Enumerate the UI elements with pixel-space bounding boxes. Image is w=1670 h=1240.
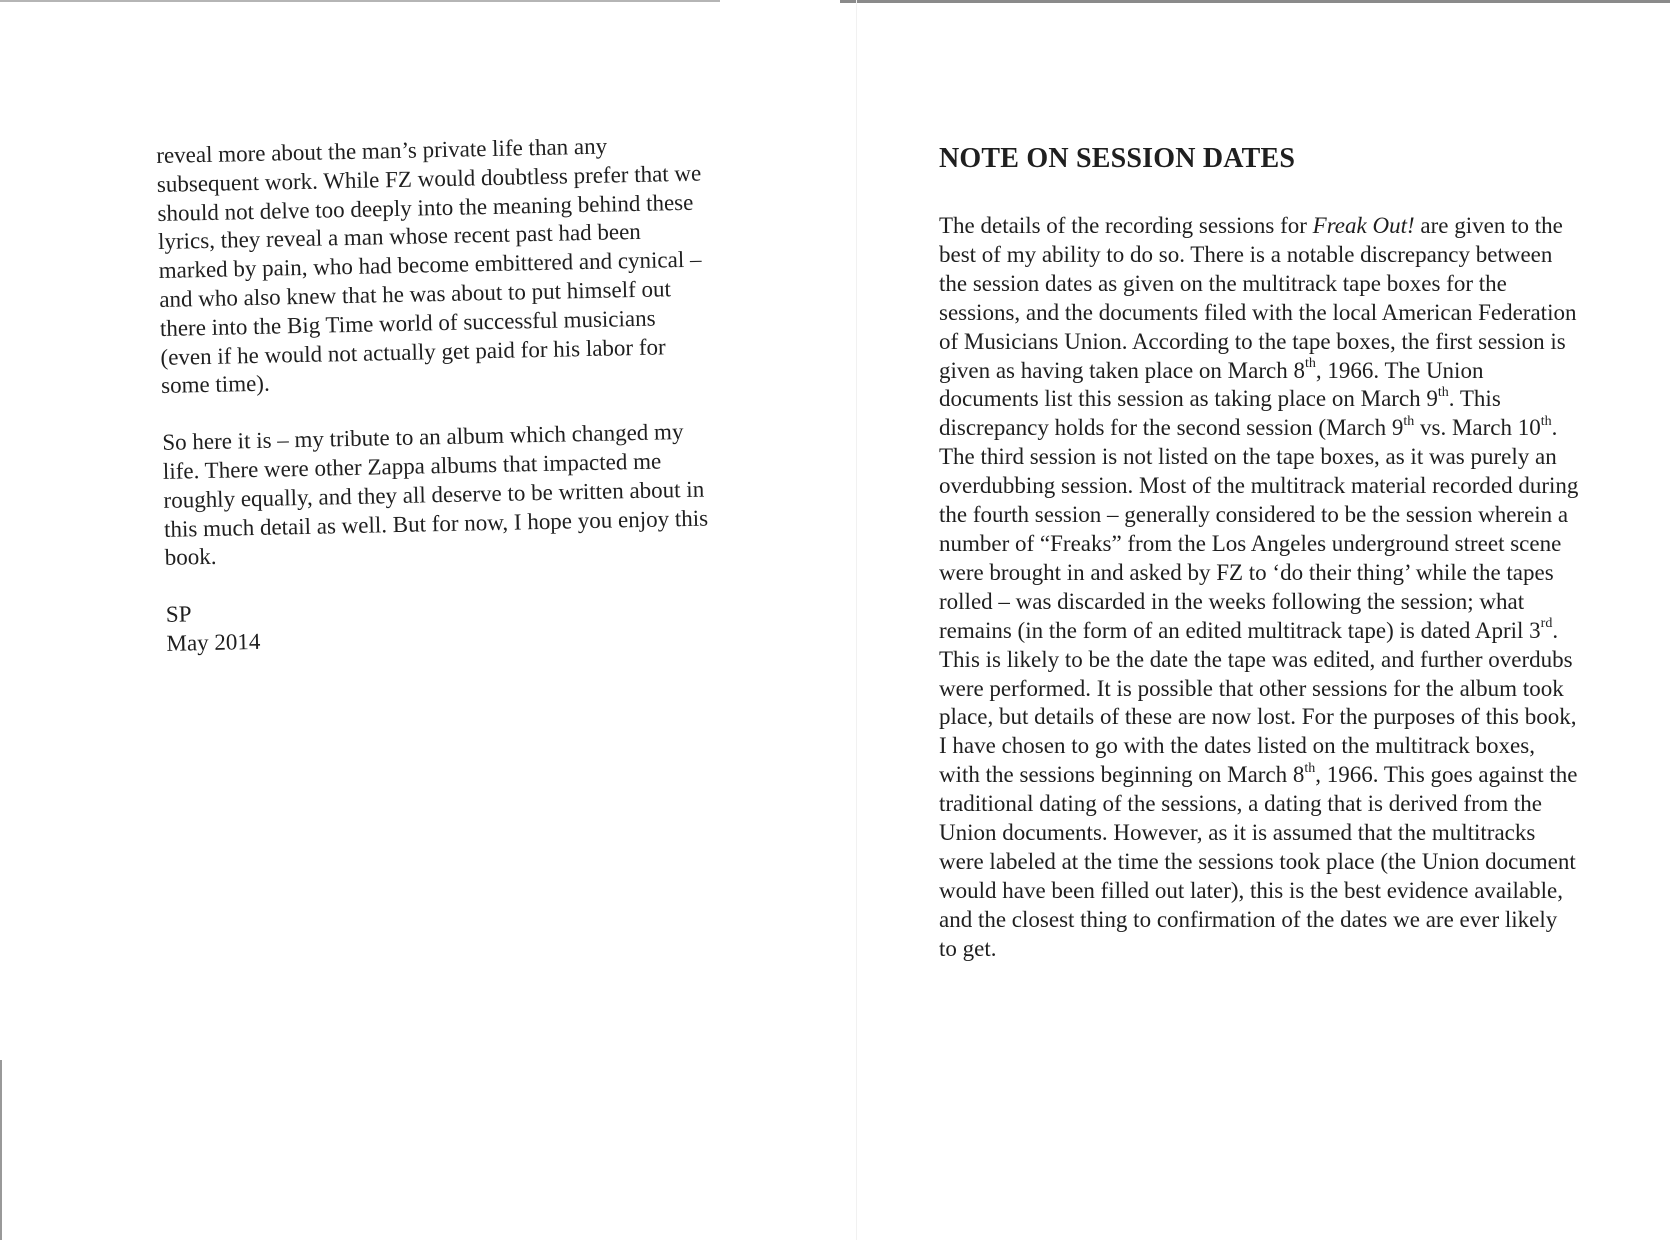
session-text-part-6: . The third session is not listed on the tape boxes, as it was purely an overdubbing session. Most of the multitrack material recorded during the fourth session – generally considered to be the session wherein a number of “Freaks” from the Los Angeles underground street scene were brought in and asked by FZ to ‘do their thing’ while the tapes rolled – was discarded in the weeks following the session; what remains (in the form of an edited multitrack tape) is dated April 3 [939, 415, 1579, 643]
signature-initials: SP [165, 601, 192, 628]
session-text-part-3: , 1966. The Union documents list this session as taking place on March 9 [939, 357, 1484, 412]
ordinal-suffix-2: th [1437, 384, 1449, 400]
ordinal-suffix-6: th [1304, 760, 1316, 776]
ordinal-suffix-3: th [1403, 413, 1415, 429]
signature-date: May 2014 [166, 628, 261, 656]
section-heading: NOTE ON SESSION DATES [939, 143, 1296, 174]
right-page-text-block [939, 142, 1579, 964]
session-text-part-5: vs. March 10 [1414, 415, 1541, 441]
session-text-part-7: . This is likely to be the date the tape was edited, and further overdubs were performed. It is possible that other sessions for the album took place, but details of these are now lost. For the purposes of this book, I have chosen to go with the dates listed on the multitrack boxes, with the sessions beginning on March 8 [939, 617, 1577, 788]
left-page-text-block [156, 129, 777, 658]
session-text-part-2: are given to the best of my ability to do so. There is a notable discrepancy between the session dates as given on the multitrack tape boxes for the sessions, and the documents filed with the local American Federation of Musicians Union. According to the tape boxes, the first session is given as having taken place on March 8 [939, 213, 1577, 383]
left-paragraph-2: So here it is – my tribute to an album which changed my life. There were other Zappa albums that impacted me roughly equally, and they all deserve to be written about in this much detail as well. But for now, I hope you enjoy this book. [162, 419, 709, 571]
ordinal-suffix-4: th [1540, 413, 1552, 429]
session-dates-paragraph [939, 212, 1579, 964]
ordinal-suffix-1: th [1304, 355, 1316, 371]
album-title: Freak Out! [1312, 213, 1415, 238]
session-text-part-1: The details of the recording sessions for [939, 213, 1313, 238]
left-paragraph-1: reveal more about the man’s private life than any subsequent work. While FZ would doubtless prefer that we should not delve too deeply into the meaning behind these lyrics, they reveal a man whose recent past had been marked by pain, who had become embittered and cynical – and who also knew that he was about to put himself out there into the Big Time world of successful musicians (even if he would not actually get paid for his labor for some time). [156, 133, 702, 399]
session-text-part-4: . This discrepancy holds for the second session (March 9 [939, 386, 1501, 441]
ordinal-suffix-5: rd [1540, 616, 1553, 632]
session-text-part-8: , 1966. This goes against the traditional dating of the sessions, a dating that is derived from the Union documents. However, as it is assumed that the multitracks were labeled at the time the sessions took place (the Union document would have been filled out later), this is the best evidence available, and the closest thing to confirmation of the dates we are ever likely to get. [939, 762, 1578, 961]
